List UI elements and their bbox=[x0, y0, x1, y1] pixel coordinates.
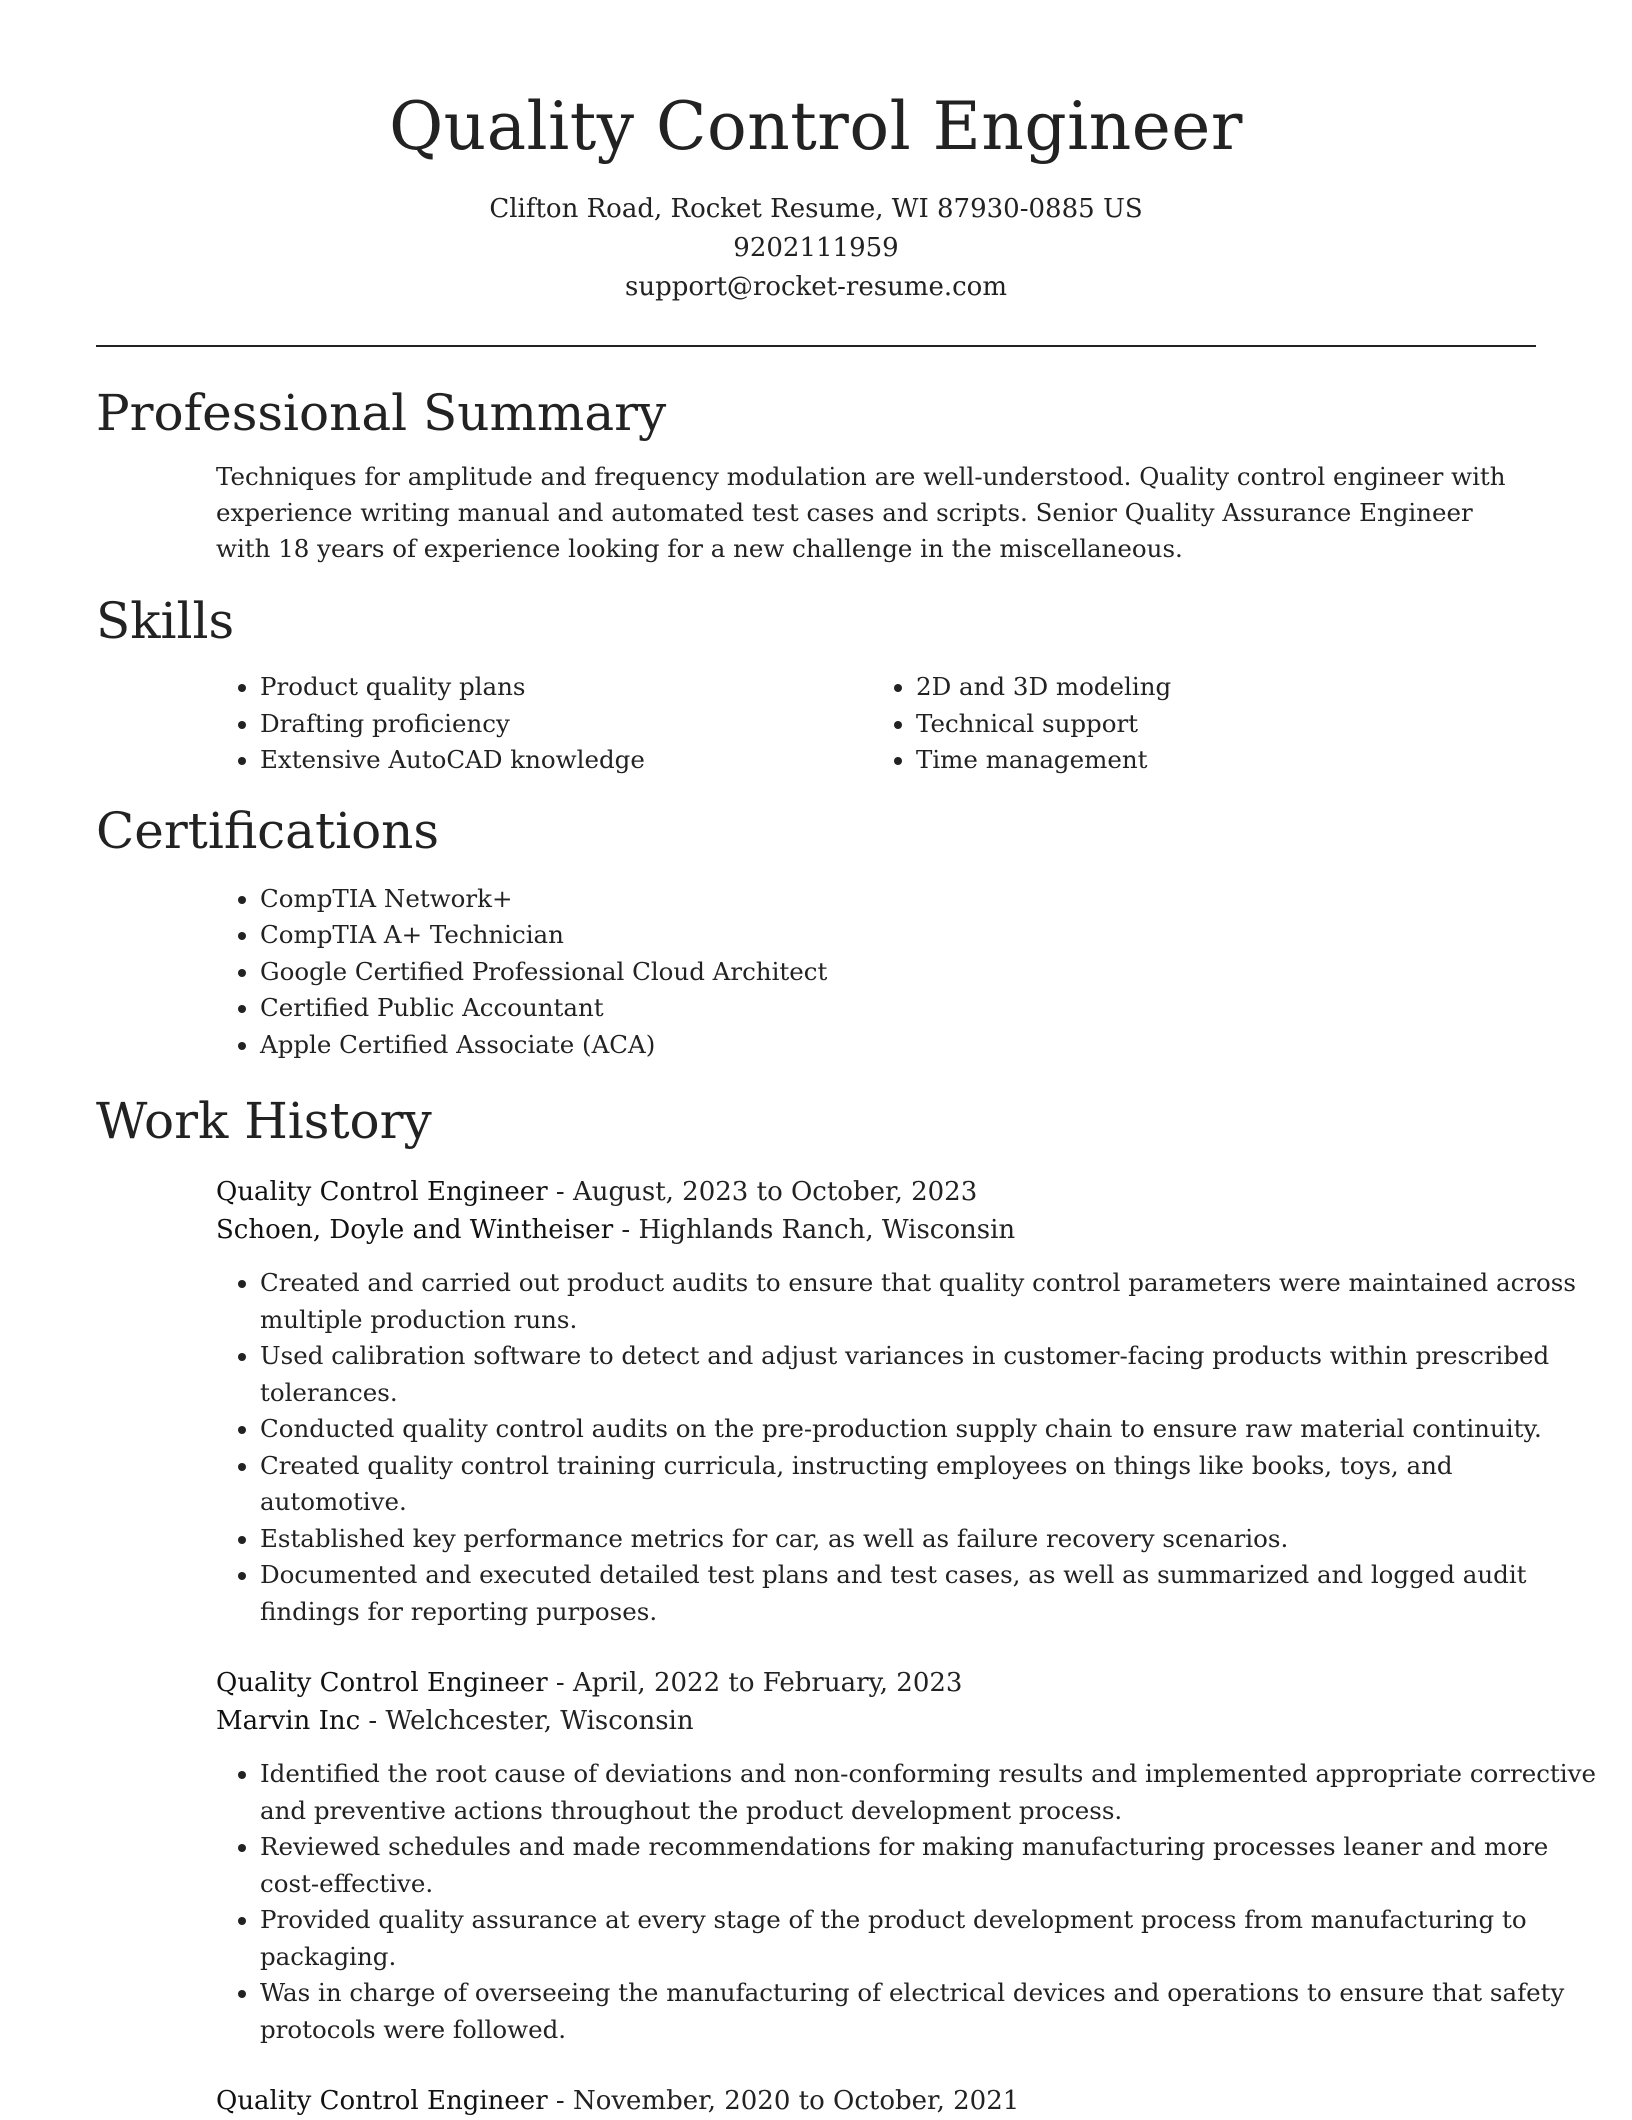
job-bullet: • Used calibration software to detect and adjust variances in customer-facing products within prescribed tolerances. bbox=[260, 1338, 1600, 1411]
job-bullet: • Created and carried out product audits to ensure that quality control parameters were maintained across multiple production runs. bbox=[260, 1265, 1600, 1338]
job-bullet: • Conducted quality control audits on the pre-production supply chain to ensure raw material continuity. bbox=[260, 1411, 1600, 1448]
job-bullet: • Created quality control training curricula, instructing employees on things like books, toys, and automotive. bbox=[260, 1448, 1600, 1521]
job-bullet: • Established key performance metrics for car, as well as failure recovery scenarios. bbox=[260, 1521, 1600, 1558]
summary-section bbox=[96, 383, 1536, 567]
contact-phone: 9202111959 bbox=[733, 233, 899, 263]
job-entry bbox=[216, 1664, 1596, 2048]
certification-item: • Apple Certified Associate (ACA) bbox=[260, 1027, 1536, 1064]
job-role: Quality Control Engineer bbox=[216, 1668, 548, 1698]
job-bullet-list bbox=[216, 1265, 1600, 1630]
certifications-list bbox=[216, 881, 1536, 1064]
certification-item: • Google Certified Professional Cloud Architect bbox=[260, 954, 1536, 991]
job-bullet: • Reviewed schedules and made recommendations for making manufacturing processes leaner and more cost-effective. bbox=[260, 1829, 1600, 1902]
header-divider bbox=[96, 345, 1536, 347]
job-title-line bbox=[216, 2082, 1536, 2120]
job-bullet: • Was in charge of overseeing the manufacturing of electrical devices and operations to ensure that safety protocols were followed. bbox=[260, 1975, 1600, 2048]
skills-heading: Skills bbox=[96, 592, 235, 650]
certification-item: • CompTIA A+ Technician bbox=[260, 917, 1536, 954]
contact-block bbox=[96, 190, 1536, 307]
job-entry bbox=[216, 1173, 1576, 1630]
job-dates: - April, 2022 to February, 2023 bbox=[547, 1668, 963, 1698]
certifications-heading: Certifications bbox=[96, 801, 440, 860]
skill-item: • 2D and 3D modeling bbox=[916, 669, 1522, 706]
work-history-heading: Work History bbox=[96, 1092, 432, 1150]
resume-name: Quality Control Engineer bbox=[389, 88, 1243, 165]
job-bullet-list bbox=[216, 1756, 1600, 2048]
skills-left-list bbox=[216, 669, 866, 779]
skill-item: • Technical support bbox=[916, 706, 1522, 743]
skill-item: • Extensive AutoCAD knowledge bbox=[260, 742, 866, 779]
job-location: - Welchcester, Wisconsin bbox=[360, 1706, 694, 1736]
job-bullet: • Identified the root cause of deviations and non-conforming results and implemented appropriate corrective and preventive actions throughout the product development process. bbox=[260, 1756, 1600, 1829]
skill-item: • Product quality plans bbox=[260, 669, 866, 706]
certification-item: • Certified Public Accountant bbox=[260, 990, 1536, 1027]
job-location: - Highlands Ranch, Wisconsin bbox=[613, 1215, 1016, 1245]
job-company-line bbox=[216, 1211, 1536, 1249]
skills-section bbox=[96, 591, 1536, 779]
job-bullet: • Documented and executed detailed test plans and test cases, as well as summarized and logged audit findings for reporting purposes. bbox=[260, 1557, 1600, 1630]
job-company: Marvin Inc bbox=[216, 1706, 361, 1736]
job-bullet: • Provided quality assurance at every stage of the product development process from manufacturing to packaging. bbox=[260, 1902, 1600, 1975]
contact-email: support@rocket-resume.com bbox=[624, 272, 1007, 302]
summary-heading: Professional Summary bbox=[96, 384, 667, 442]
job-dates: - August, 2023 to October, 2023 bbox=[547, 1177, 978, 1207]
summary-text: Techniques for amplitude and frequency modulation are well-understood. Quality control engineer with experience writing manual and automated test cases and scripts. Senior Quality Assurance Engineer with 18 years of experience looking for a new challenge in the miscellaneous. bbox=[216, 462, 1506, 563]
skills-columns bbox=[216, 669, 1536, 779]
certifications-section bbox=[96, 801, 1536, 1064]
resume-page bbox=[96, 0, 1596, 2120]
contact-address: Clifton Road, Rocket Resume, WI 87930-0885 US bbox=[489, 194, 1143, 224]
skill-item: • Drafting proficiency bbox=[260, 706, 866, 743]
work-history-section bbox=[96, 1091, 1596, 2120]
job-company: Schoen, Doyle and Wintheiser bbox=[216, 1215, 614, 1245]
job-entry bbox=[216, 2082, 1536, 2120]
job-company-line bbox=[216, 1702, 1536, 1740]
certification-item: • CompTIA Network+ bbox=[260, 881, 1536, 918]
job-title-line bbox=[216, 1173, 1536, 1211]
skill-item: • Time management bbox=[916, 742, 1522, 779]
job-title-line bbox=[216, 1664, 1536, 1702]
job-dates: - November, 2020 to October, 2021 bbox=[547, 2086, 1020, 2116]
job-role: Quality Control Engineer bbox=[216, 1177, 548, 1207]
skills-right-list bbox=[866, 669, 1522, 779]
job-role: Quality Control Engineer bbox=[216, 2086, 548, 2116]
